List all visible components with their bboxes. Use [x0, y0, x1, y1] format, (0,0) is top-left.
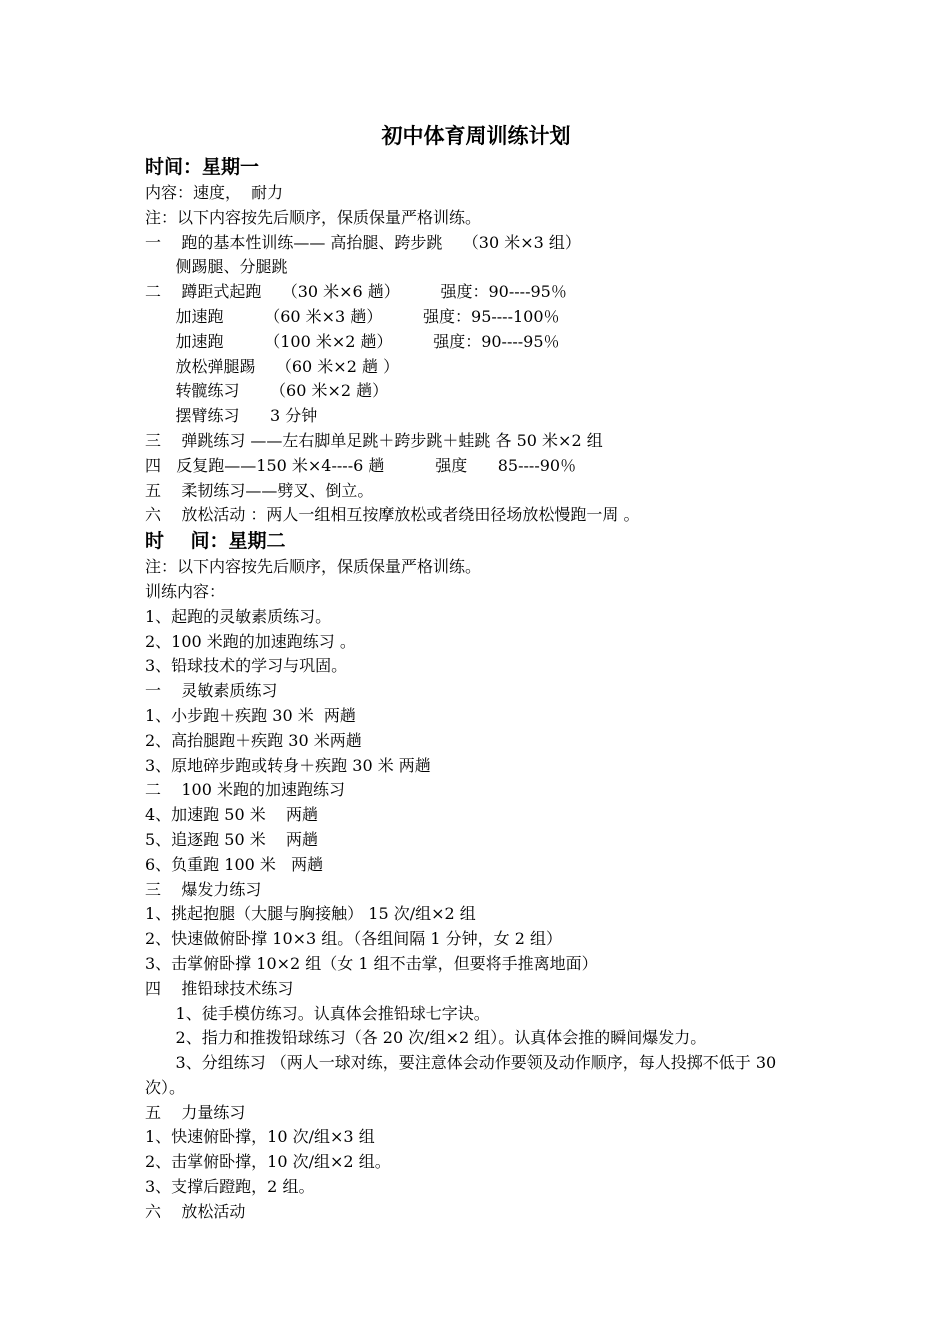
- text-line: 6、负重跑 100 米 两趟: [145, 854, 324, 874]
- text-line: 1、徒手模仿练习。认真体会推铅球七字诀。: [145, 1003, 490, 1023]
- text-line: 注：以下内容按先后顺序，保质保量严格训练。: [145, 207, 482, 227]
- text-line: 1、起跑的灵敏素质练习。: [145, 606, 332, 626]
- text-line: 四 推铅球技术练习: [145, 978, 294, 998]
- text-line: 二 蹲距式起跑 （30 米×6 趟） 强度：90----95％: [145, 282, 567, 302]
- text-line: 转髋练习 （60 米×2 趟）: [145, 381, 389, 401]
- text-line: 3、铅球技术的学习与巩固。: [145, 656, 348, 676]
- text-line: 3、支撑后蹬跑，2 组。: [145, 1177, 315, 1197]
- text-line: 1、小步跑＋疾跑 30 米 两趟: [145, 705, 356, 725]
- section-heading: 时 间：星期二: [145, 530, 286, 553]
- text-line: 一 灵敏素质练习: [145, 681, 278, 701]
- text-line: 侧踢腿、分腿跳: [145, 257, 288, 277]
- text-line: 加速跑 （60 米×3 趟） 强度：95----100％: [145, 306, 560, 326]
- text-line: 放松弹腿踢 （60 米×2 趟 ）: [145, 356, 400, 376]
- text-line: 2、指力和推拨铅球练习（各 20 次/组×2 组）。认真体会推的瞬间爆发力。: [145, 1028, 707, 1048]
- text-line: 2、快速做俯卧撑 10×3 组。（各组间隔 1 分钟，女 2 组）: [145, 929, 563, 949]
- text-line: 3、原地碎步跑或转身＋疾跑 30 米 两趟: [145, 755, 431, 775]
- document-title: 初中体育周训练计划: [381, 123, 571, 148]
- text-line: 5、追逐跑 50 米 两趟: [145, 829, 319, 849]
- text-line: 摆臂练习 3 分钟: [145, 406, 318, 426]
- text-line: 六 放松活动 ：两人一组相互按摩放松或者绕田径场放松慢跑一周 。: [145, 505, 640, 525]
- text-line: 2、高抬腿跑＋疾跑 30 米两趟: [145, 730, 362, 750]
- text-line: 1、快速俯卧撑，10 次/组×3 组: [145, 1127, 375, 1147]
- text-line: 一 跑的基本性训练—— 高抬腿、跨步跳 （30 米×3 组）: [145, 232, 581, 252]
- document-page: [145, 118, 815, 1225]
- text-line: 内容：速度， 耐力: [145, 183, 284, 202]
- text-line: 五 力量练习: [145, 1102, 246, 1122]
- document-body: [145, 154, 815, 1225]
- text-line: 3、分组练习 （两人一球对练，要注意体会动作要领及动作顺序，每人投掷不低于 30 次）。: [145, 1053, 782, 1097]
- text-line: 加速跑 （100 米×2 趟） 强度：90----95％: [145, 331, 560, 351]
- text-line: 4、加速跑 50 米 两趟: [145, 805, 319, 825]
- text-line: 六 放松活动: [145, 1201, 246, 1221]
- text-line: 三 弹跳练习 ——左右脚单足跳＋跨步跳＋蛙跳 各 50 米×2 组: [145, 430, 603, 450]
- text-line: 五 柔韧练习——劈叉、倒立。: [145, 480, 374, 500]
- text-line: 2、击掌俯卧撑，10 次/组×2 组。: [145, 1152, 391, 1172]
- text-line: 四 反复跑——150 米×4----6 趟 强度 85----90％: [145, 455, 577, 475]
- text-line: 2、100 米跑的加速跑练习 。: [145, 631, 356, 651]
- text-line: 三 爆发力练习: [145, 879, 262, 899]
- text-line: 二 100 米跑的加速跑练习: [145, 780, 345, 800]
- text-line: 1、挑起抱腿（大腿与胸接触） 15 次/组×2 组: [145, 904, 476, 924]
- text-line: 注：以下内容按先后顺序，保质保量严格训练。: [145, 557, 482, 577]
- section-heading: 时间：星期一: [145, 156, 260, 178]
- text-line: 训练内容：: [145, 581, 226, 601]
- text-line: 3、击掌俯卧撑 10×2 组（女 1 组不击掌，但要将手推离地面）: [145, 953, 598, 973]
